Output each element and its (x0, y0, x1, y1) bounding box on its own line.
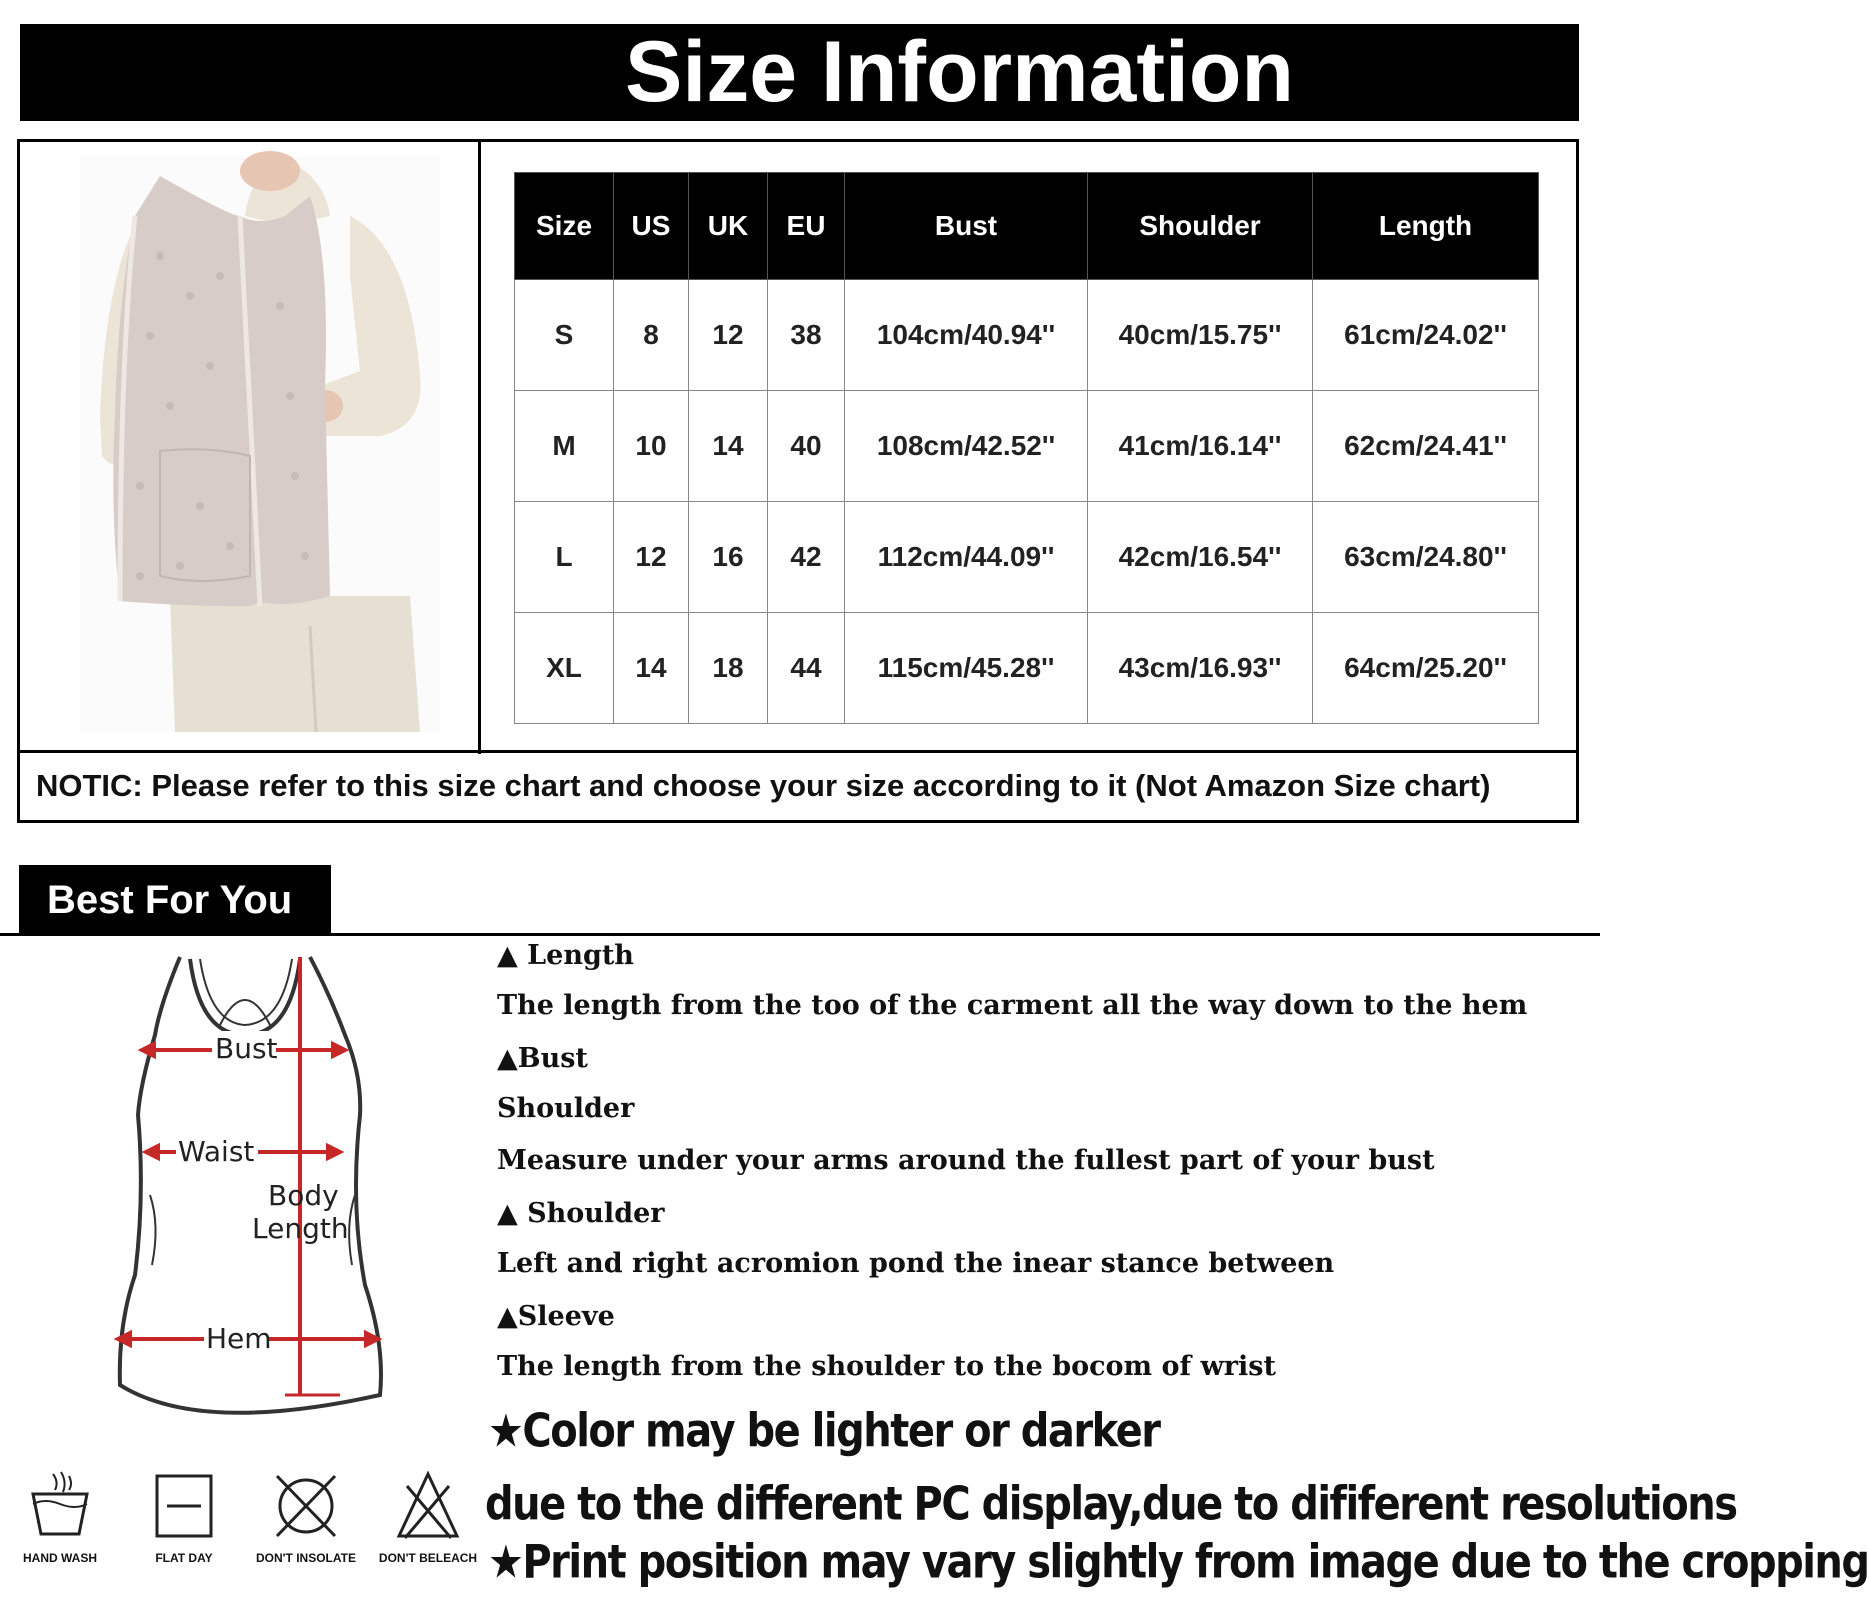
def-length-text: The length from the too of the carment all the way down to the hem (497, 990, 1528, 1021)
table-row (515, 391, 1539, 502)
section-divider (0, 933, 1600, 936)
product-photo-cell (20, 142, 481, 754)
diagram-waist-label: Waist (178, 1135, 255, 1168)
def-shoulder-title: ▲ Shoulder (497, 1198, 665, 1229)
diagram-hem-label: Hem (206, 1322, 272, 1355)
care-label: HAND WASH (23, 1551, 97, 1565)
cell-size: S (515, 280, 614, 391)
title-banner (20, 24, 1579, 121)
tank-top-diagram (100, 945, 400, 1435)
dont-bleach-icon (393, 1470, 463, 1540)
cell-shoulder: 41cm/16.14'' (1088, 391, 1313, 502)
table-row (515, 280, 1539, 391)
size-info-panel (17, 139, 1579, 823)
cell-eu: 44 (768, 613, 845, 724)
cell-length: 63cm/24.80'' (1313, 502, 1539, 613)
header-bust: Bust (845, 173, 1088, 280)
cell-length: 64cm/25.20'' (1313, 613, 1539, 724)
cell-size: XL (515, 613, 614, 724)
cell-shoulder: 42cm/16.54'' (1088, 502, 1313, 613)
def-shoulder-word: Shoulder (497, 1093, 635, 1124)
header-shoulder: Shoulder (1088, 173, 1313, 280)
flat-dry-icon (149, 1470, 219, 1540)
header-length: Length (1313, 173, 1539, 280)
cell-eu: 38 (768, 280, 845, 391)
cell-us: 14 (614, 613, 689, 724)
def-sleeve-text: The length from the shoulder to the bocom of wrist (497, 1351, 1276, 1382)
display-note: due to the different PC display,due to dififerent resolutions (485, 1478, 1737, 1531)
cell-shoulder: 43cm/16.93'' (1088, 613, 1313, 724)
hand-wash-icon (25, 1470, 95, 1540)
cell-us: 10 (614, 391, 689, 502)
cell-uk: 18 (689, 613, 768, 724)
cell-size: L (515, 502, 614, 613)
dont-insolate-icon (271, 1470, 341, 1540)
page-title: Size Information (625, 24, 1294, 120)
product-photo (80, 156, 440, 732)
cell-bust: 115cm/45.28'' (845, 613, 1088, 724)
cell-us: 12 (614, 502, 689, 613)
cell-uk: 14 (689, 391, 768, 502)
table-header-row (515, 173, 1539, 280)
cell-shoulder: 40cm/15.75'' (1088, 280, 1313, 391)
def-bust-text: Measure under your arms around the fullest part of your bust (497, 1145, 1435, 1176)
cell-eu: 40 (768, 391, 845, 502)
care-item-dont-bleach (378, 1470, 478, 1565)
header-eu: EU (768, 173, 845, 280)
cell-bust: 104cm/40.94'' (845, 280, 1088, 391)
header-us: US (614, 173, 689, 280)
header-size: Size (515, 173, 614, 280)
def-shoulder-text: Left and right acromion pond the inear stance between (497, 1248, 1335, 1279)
table-row (515, 613, 1539, 724)
diagram-bust-label: Bust (215, 1032, 278, 1065)
section-title: Best For You (19, 865, 331, 935)
care-label: FLAT DAY (155, 1551, 213, 1565)
care-item-flat-dry (134, 1470, 234, 1565)
care-item-hand-wash (10, 1470, 110, 1565)
care-label: DON'T INSOLATE (256, 1551, 356, 1565)
cell-uk: 16 (689, 502, 768, 613)
color-note: ★Color may be lighter or darker (488, 1405, 1160, 1458)
cell-size: M (515, 391, 614, 502)
cell-length: 61cm/24.02'' (1313, 280, 1539, 391)
cell-us: 8 (614, 280, 689, 391)
cell-length: 62cm/24.41'' (1313, 391, 1539, 502)
diagram-body-label: Body (268, 1179, 339, 1212)
print-position-note: ★Print position may vary slightly from image due to the cropping (488, 1536, 1869, 1589)
cell-uk: 12 (689, 280, 768, 391)
cell-bust: 108cm/42.52'' (845, 391, 1088, 502)
care-item-dont-insolate (256, 1470, 356, 1565)
def-length-title: ▲ Length (497, 940, 634, 971)
notice-text: NOTIC: Please refer to this size chart and choose your size according to it (Not Amazon Size chart) (20, 750, 1576, 820)
def-sleeve-title: ▲Sleeve (497, 1301, 615, 1332)
def-bust-title: ▲Bust (497, 1043, 588, 1074)
diagram-length-label: Length (252, 1212, 349, 1245)
size-table (514, 172, 1539, 724)
table-row (515, 502, 1539, 613)
header-uk: UK (689, 173, 768, 280)
cell-eu: 42 (768, 502, 845, 613)
cell-bust: 112cm/44.09'' (845, 502, 1088, 613)
care-label: DON'T BELEACH (378, 1551, 478, 1565)
